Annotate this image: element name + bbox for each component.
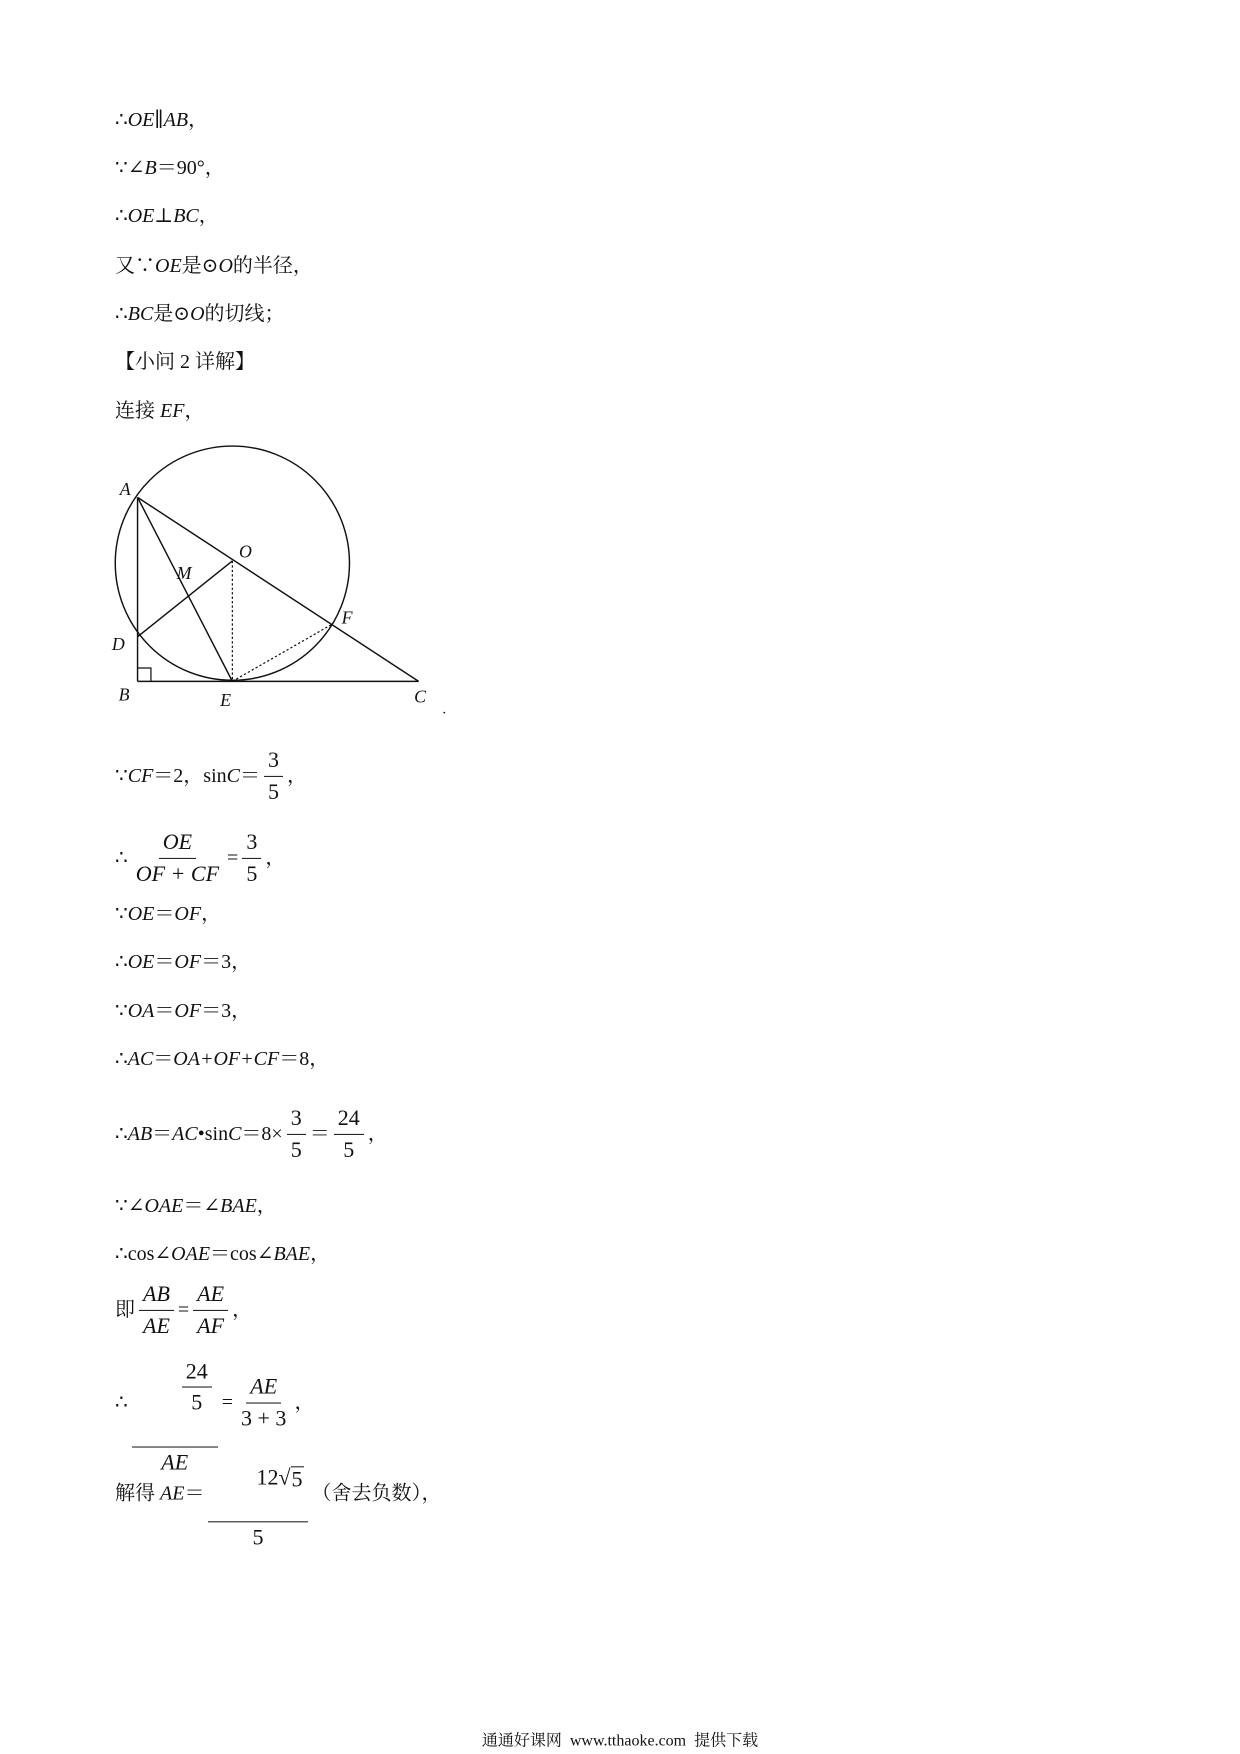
fraction-numerator: [132, 1329, 218, 1448]
fraction-denominator: 5: [290, 1136, 302, 1162]
math-variable: O: [218, 255, 233, 277]
math-text: 即: [115, 1299, 135, 1321]
math-variable: AC: [172, 1123, 198, 1145]
page-footer: 通通好课网 www.tthaoke.com 提供下载: [481, 1732, 759, 1750]
math-variable: AC: [127, 1048, 154, 1070]
math-variable: OF: [174, 903, 202, 925]
fraction: [237, 1373, 290, 1433]
math-variable: OF: [174, 951, 202, 973]
fraction-denominator: OF + CF: [135, 860, 220, 886]
math-variable: CF: [253, 1048, 280, 1070]
coefficient: 12: [256, 1463, 279, 1489]
math-text: ＝90°，: [156, 157, 225, 179]
segment-ac: [138, 497, 419, 681]
step-line: [115, 399, 204, 423]
math-variable: EF: [160, 400, 185, 422]
math-text: ＝2，sin: [153, 765, 227, 787]
nested-fraction: [182, 1357, 212, 1417]
math-text: ∴cos∠: [115, 1243, 172, 1265]
step-line: [115, 302, 285, 326]
math-variable: OA: [127, 1000, 155, 1022]
label-o: O: [239, 541, 252, 562]
equals-sign: ＝: [184, 1482, 205, 1504]
fraction: [132, 828, 223, 888]
math-variable: OA: [173, 1048, 200, 1070]
math-text: ＝: [154, 1000, 175, 1022]
fraction: [242, 828, 261, 888]
step-line: [115, 204, 219, 228]
fraction-denominator: AE: [161, 1449, 189, 1475]
math-text: （舍去负数），: [311, 1482, 442, 1504]
math-text: ∴: [115, 109, 128, 131]
square-root: [278, 1463, 303, 1492]
fraction-denominator: AF: [197, 1312, 225, 1338]
math-text: ∴: [115, 1123, 128, 1145]
math-text: ＝: [154, 903, 175, 925]
math-text: ＝cos∠: [210, 1243, 274, 1265]
fraction-denominator: 5: [267, 778, 279, 804]
label-e: E: [220, 689, 231, 710]
equals-sign: =: [177, 1299, 190, 1321]
math-text: ，: [367, 1123, 388, 1145]
plus-sign: +: [199, 1048, 214, 1070]
math-text: ∴: [115, 1048, 128, 1070]
math-variable: CF: [127, 765, 154, 787]
step-line: [115, 950, 251, 974]
perpendicular-symbol: ⊥: [154, 205, 174, 227]
step-line: [115, 1047, 329, 1071]
math-variable: OF: [213, 1048, 241, 1070]
label-a: A: [119, 479, 131, 500]
math-text: ∵: [115, 903, 128, 925]
math-variable: OE: [127, 205, 155, 227]
step-line: [115, 108, 208, 132]
math-variable: OF: [174, 1000, 202, 1022]
fraction: [287, 1104, 306, 1164]
section-heading-text: 【小问 2 详解】: [115, 351, 255, 373]
math-variable: O: [190, 303, 205, 325]
math-variable: AB: [163, 109, 189, 131]
math-text: 是⊙: [181, 255, 219, 277]
step-line: [115, 999, 251, 1023]
math-text: ，: [198, 205, 219, 227]
fraction-denominator: 5: [246, 860, 258, 886]
math-variable: OAE: [171, 1243, 211, 1265]
fraction-numerator: 24: [334, 1104, 364, 1135]
math-text: 是⊙: [153, 303, 191, 325]
label-b: B: [118, 684, 130, 705]
fraction-numerator: [208, 1434, 307, 1522]
math-text: ＝∠: [183, 1195, 221, 1217]
math-variable: OAE: [144, 1195, 184, 1217]
math-text: ∴: [115, 847, 128, 869]
fraction-denominator: 5: [191, 1389, 203, 1415]
math-text: ，: [310, 1243, 331, 1265]
dotted-segment-ef: [232, 625, 331, 682]
segment-ae: [138, 497, 233, 681]
math-text: ，: [286, 765, 307, 787]
math-text: 的半径，: [232, 255, 313, 277]
math-text: ∵∠: [115, 157, 145, 179]
math-variable: OE: [155, 255, 182, 277]
math-text: ，: [201, 903, 222, 925]
fraction-denominator: 5: [252, 1524, 264, 1550]
radicand: 5: [291, 1466, 303, 1492]
fraction-numerator: AE: [193, 1280, 228, 1311]
step-line: [115, 1434, 442, 1551]
math-text: ∵: [115, 765, 128, 787]
fraction-numerator: OE: [159, 828, 196, 859]
fraction-denominator: 5: [343, 1136, 355, 1162]
math-text: 连接: [115, 400, 160, 422]
geometry-figure: [106, 436, 458, 726]
math-text: •sin: [197, 1123, 229, 1145]
math-text: ＝: [154, 951, 175, 973]
math-text: ∴: [115, 205, 128, 227]
math-variable: BAE: [273, 1243, 311, 1265]
math-variable: OE: [127, 109, 155, 131]
math-text: ＝3，: [201, 951, 252, 973]
step-line: [115, 1242, 330, 1266]
math-variable: BC: [127, 303, 154, 325]
fraction: [264, 746, 283, 806]
label-f: F: [341, 607, 353, 628]
step-line: [115, 828, 285, 888]
math-text: ，: [188, 109, 209, 131]
fraction-denominator: 3 + 3: [241, 1405, 287, 1431]
fraction-numerator: AE: [246, 1373, 281, 1404]
math-variable: OE: [127, 951, 155, 973]
math-text: ，: [184, 400, 205, 422]
fraction-numerator: 24: [182, 1357, 212, 1388]
math-text: ＝8×: [241, 1123, 283, 1145]
step-line: [115, 902, 221, 926]
math-text: ＝8，: [279, 1048, 330, 1070]
math-text: ，: [232, 1299, 253, 1321]
step-line: [115, 1104, 388, 1164]
math-variable: AE: [160, 1482, 185, 1504]
math-text: ＝: [152, 1123, 173, 1145]
fraction-numerator: AB: [139, 1280, 174, 1311]
math-text: 解得: [115, 1482, 160, 1504]
math-text: ，: [265, 847, 286, 869]
math-text: ∵: [115, 1000, 128, 1022]
math-text: ，: [294, 1392, 315, 1414]
parallel-symbol: ∥: [154, 109, 164, 131]
label-d: D: [111, 634, 125, 655]
math-text: 又∵: [115, 255, 155, 277]
fraction-denominator: AE: [143, 1312, 170, 1338]
math-variable: BC: [173, 205, 199, 227]
math-text: ＝3，: [201, 1000, 252, 1022]
plus-sign: +: [240, 1048, 254, 1070]
math-variable: B: [144, 157, 157, 179]
label-c: C: [414, 686, 427, 707]
section-heading: [115, 350, 255, 374]
math-text: ∵∠: [115, 1195, 145, 1217]
math-text: 的切线；: [204, 303, 285, 325]
step-line: [115, 746, 307, 806]
math-text: ＝: [153, 1048, 174, 1070]
fraction-numerator: 3: [242, 828, 261, 859]
math-text: ，: [256, 1195, 277, 1217]
step-line: [115, 156, 225, 180]
math-variable: C: [226, 765, 240, 787]
math-text: ＝: [239, 765, 260, 787]
right-angle-marker: [138, 668, 151, 681]
math-variable: OE: [127, 903, 155, 925]
step-line: [115, 1194, 277, 1218]
equals-sign: =: [221, 1392, 234, 1414]
math-variable: C: [228, 1123, 242, 1145]
math-text: ∴: [115, 1392, 128, 1414]
math-text: ∴: [115, 303, 128, 325]
equals-sign: =: [227, 847, 239, 869]
label-m: M: [176, 562, 192, 583]
stray-dot: [443, 712, 445, 714]
math-text: ∴: [115, 951, 128, 973]
fraction: [334, 1104, 364, 1164]
fraction-numerator: 3: [287, 1104, 306, 1135]
fraction: [208, 1434, 307, 1551]
equals-sign: ＝: [309, 1123, 330, 1145]
math-variable: AB: [127, 1123, 153, 1145]
radical-sign: √: [278, 1463, 291, 1489]
fraction-numerator: 3: [264, 746, 283, 777]
step-line: [115, 254, 313, 278]
math-variable: BAE: [220, 1195, 257, 1217]
